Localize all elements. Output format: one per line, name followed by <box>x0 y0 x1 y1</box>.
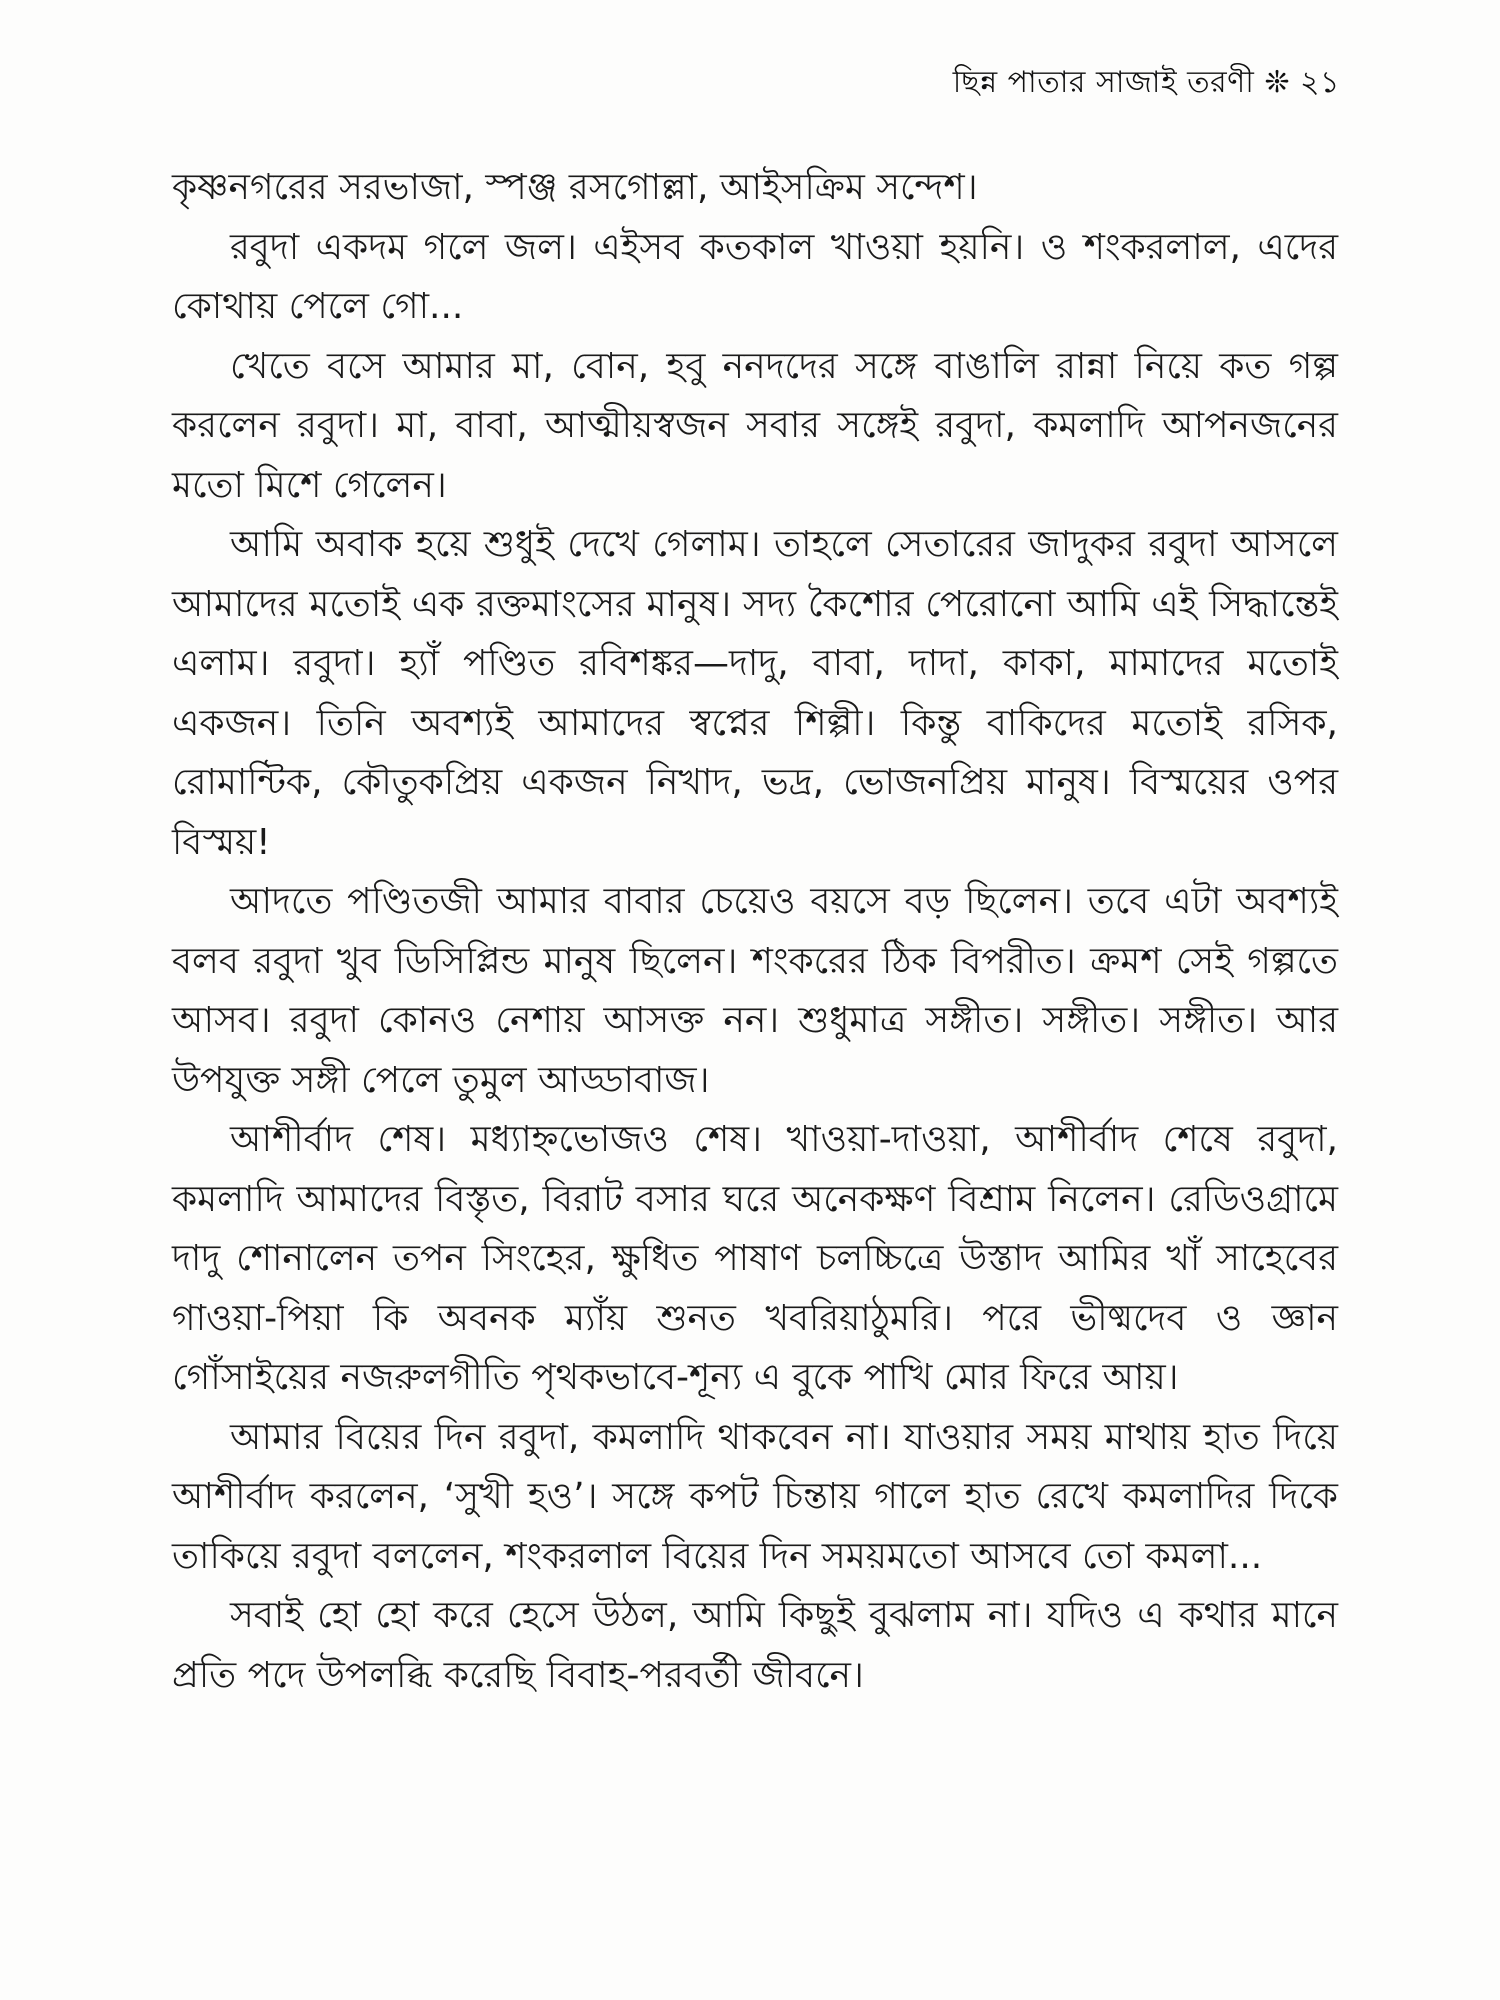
paragraph: খেতে বসে আমার মা, বোন, হবু ননদদের সঙ্গে বাঙালি রান্না নিয়ে কত গল্প করলেন রবুদা। মা, বাবা, আত্মীয়স্বজন সবার সঙ্গেই রবুদা, কমলাদি আপনজনের মতো মিশে গেলেন। <box>172 345 1338 506</box>
body-text <box>172 158 1338 1705</box>
book-title: ছিন্ন পাতার সাজাই তরণী <box>952 65 1255 100</box>
paragraph: আদতে পণ্ডিতজী আমার বাবার চেয়েও বয়সে বড় ছিলেন। তবে এটা অবশ্যই বলব রবুদা খুব ডিসিপ্লিন্ড মানুষ ছিলেন। শংকরের ঠিক বিপরীত। ক্রমশ সেই গল্পতে আসব। রবুদা কোনও নেশায় আসক্ত নন। শুধুমাত্র সঙ্গীত। সঙ্গীত। সঙ্গীত। আর উপযুক্ত সঙ্গী পেলে তুমুল আড্ডাবাজ। <box>172 881 1338 1101</box>
paragraph: কৃষ্ণনগরের সরভাজা, স্পঞ্জ রসগোল্লা, আইসক্রিম সন্দেশ। <box>172 167 978 208</box>
paragraph: সবাই হো হো করে হেসে উঠল, আমি কিছুই বুঝলাম না। যদিও এ কথার মানে প্রতি পদে উপলব্ধি করেছি বিবাহ-পরবর্তী জীবনে। <box>172 1595 1338 1696</box>
page-number: ২১ <box>1300 65 1340 100</box>
paragraph: আমি অবাক হয়ে শুধুই দেখে গেলাম। তাহলে সেতারের জাদুকর রবুদা আসলে আমাদের মতোই এক রক্তমাংসের মানুষ। সদ্য কৈশোর পেরোনো আমি এই সিদ্ধান্তেই এলাম। রবুদা। হ্যাঁ পণ্ডিত রবিশঙ্কর—দাদু, বাবা, দাদা, কাকা, মামাদের মতোই একজন। তিনি অবশ্যই আমাদের স্বপ্নের শিল্পী। কিন্তু বাকিদের মতোই রসিক, রোমান্টিক, কৌতুকপ্রিয় একজন নিখাদ, ভদ্র, ভোজনপ্রিয় মানুষ। বিস্ময়ের ওপর বিস্ময়! <box>172 524 1338 863</box>
running-header <box>953 58 1340 109</box>
header-separator-ornament: ❊ <box>1264 65 1291 100</box>
paragraph: আমার বিয়ের দিন রবুদা, কমলাদি থাকবেন না। যাওয়ার সময় মাথায় হাত দিয়ে আশীর্বাদ করলেন, ‘সুখী হও’। সঙ্গে কপট চিন্তায় গালে হাত রেখে কমলাদির দিকে তাকিয়ে রবুদা বললেন, শংকরলাল বিয়ের দিন সময়মতো আসবে তো কমলা... <box>172 1416 1338 1577</box>
paragraph: রবুদা একদম গলে জল। এইসব কতকাল খাওয়া হয়নি। ও শংকরলাল, এদের কোথায় পেলে গো... <box>172 226 1338 327</box>
paragraph: আশীর্বাদ শেষ। মধ্যাহ্নভোজও শেষ। খাওয়া-দাওয়া, আশীর্বাদ শেষে রবুদা, কমলাদি আমাদের বিস্তৃত, বিরাট বসার ঘরে অনেকক্ষণ বিশ্রাম নিলেন। রেডিওগ্রামে দাদু শোনালেন তপন সিংহের, ক্ষুধিত পাষাণ চলচ্চিত্রে উস্তাদ আমির খাঁ সাহেবের গাওয়া-পিয়া কি অবনক ম্যাঁয় শুনত খবরিয়াঠুমরি। পরে ভীষ্মদেব ও জ্ঞান গোঁসাইয়ের নজরুলগীতি পৃথকভাবে-শূন্য এ বুকে পাখি মোর ফিরে আয়। <box>172 1119 1338 1398</box>
